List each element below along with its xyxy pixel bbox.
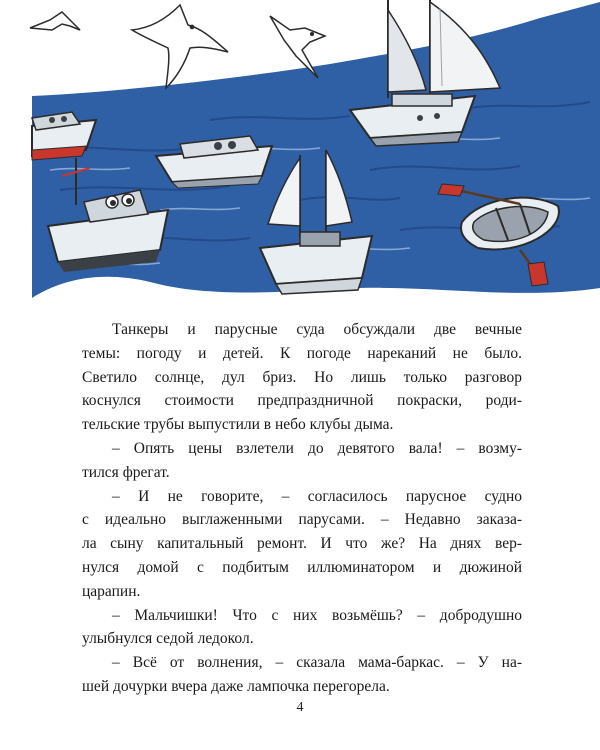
text-line: нулся домой с подбитым иллюминатором и дюжиной	[82, 558, 522, 576]
text-line: шей дочурки вчера даже лампочка перегорела.	[82, 677, 390, 695]
text-line: с идеально выглаженными парусами. – Недавно заказа-	[82, 511, 522, 529]
story-text	[82, 318, 522, 699]
text-line: ла сыну капитальный ремонт. И что же? На днях вер-	[82, 535, 522, 553]
sea-boats-illustration	[0, 0, 600, 310]
text-line: улыбнулся седой ледокол.	[82, 630, 254, 648]
text-line: тельские трубы выпустили в небо клубы дыма.	[82, 416, 394, 434]
text-line: тился фрегат.	[82, 463, 170, 481]
text-line: – И не говорите, – согласилось парусное судно	[112, 487, 522, 505]
text-line: Танкеры и парусные суда обсуждали две вечные	[112, 321, 522, 338]
text-line: царапин.	[82, 582, 141, 600]
text-line: – Опять цены взлетели до девятого вала! – возму-	[112, 439, 522, 457]
page-number: 4	[296, 700, 304, 715]
text-line: темы: погоду и детей. К погоде нареканий не было.	[82, 344, 522, 362]
text-line: коснулся стоимости предпраздничной покраски, роди-	[82, 392, 522, 410]
text-line: – Всё от волнения, – сказала мама-баркас. – У на-	[112, 654, 522, 672]
text-line: Светило солнце, дул бриз. Но лишь только разговор	[82, 368, 522, 386]
text-line: – Мальчишки! Что с них возьмёшь? – добродушно	[112, 606, 522, 624]
